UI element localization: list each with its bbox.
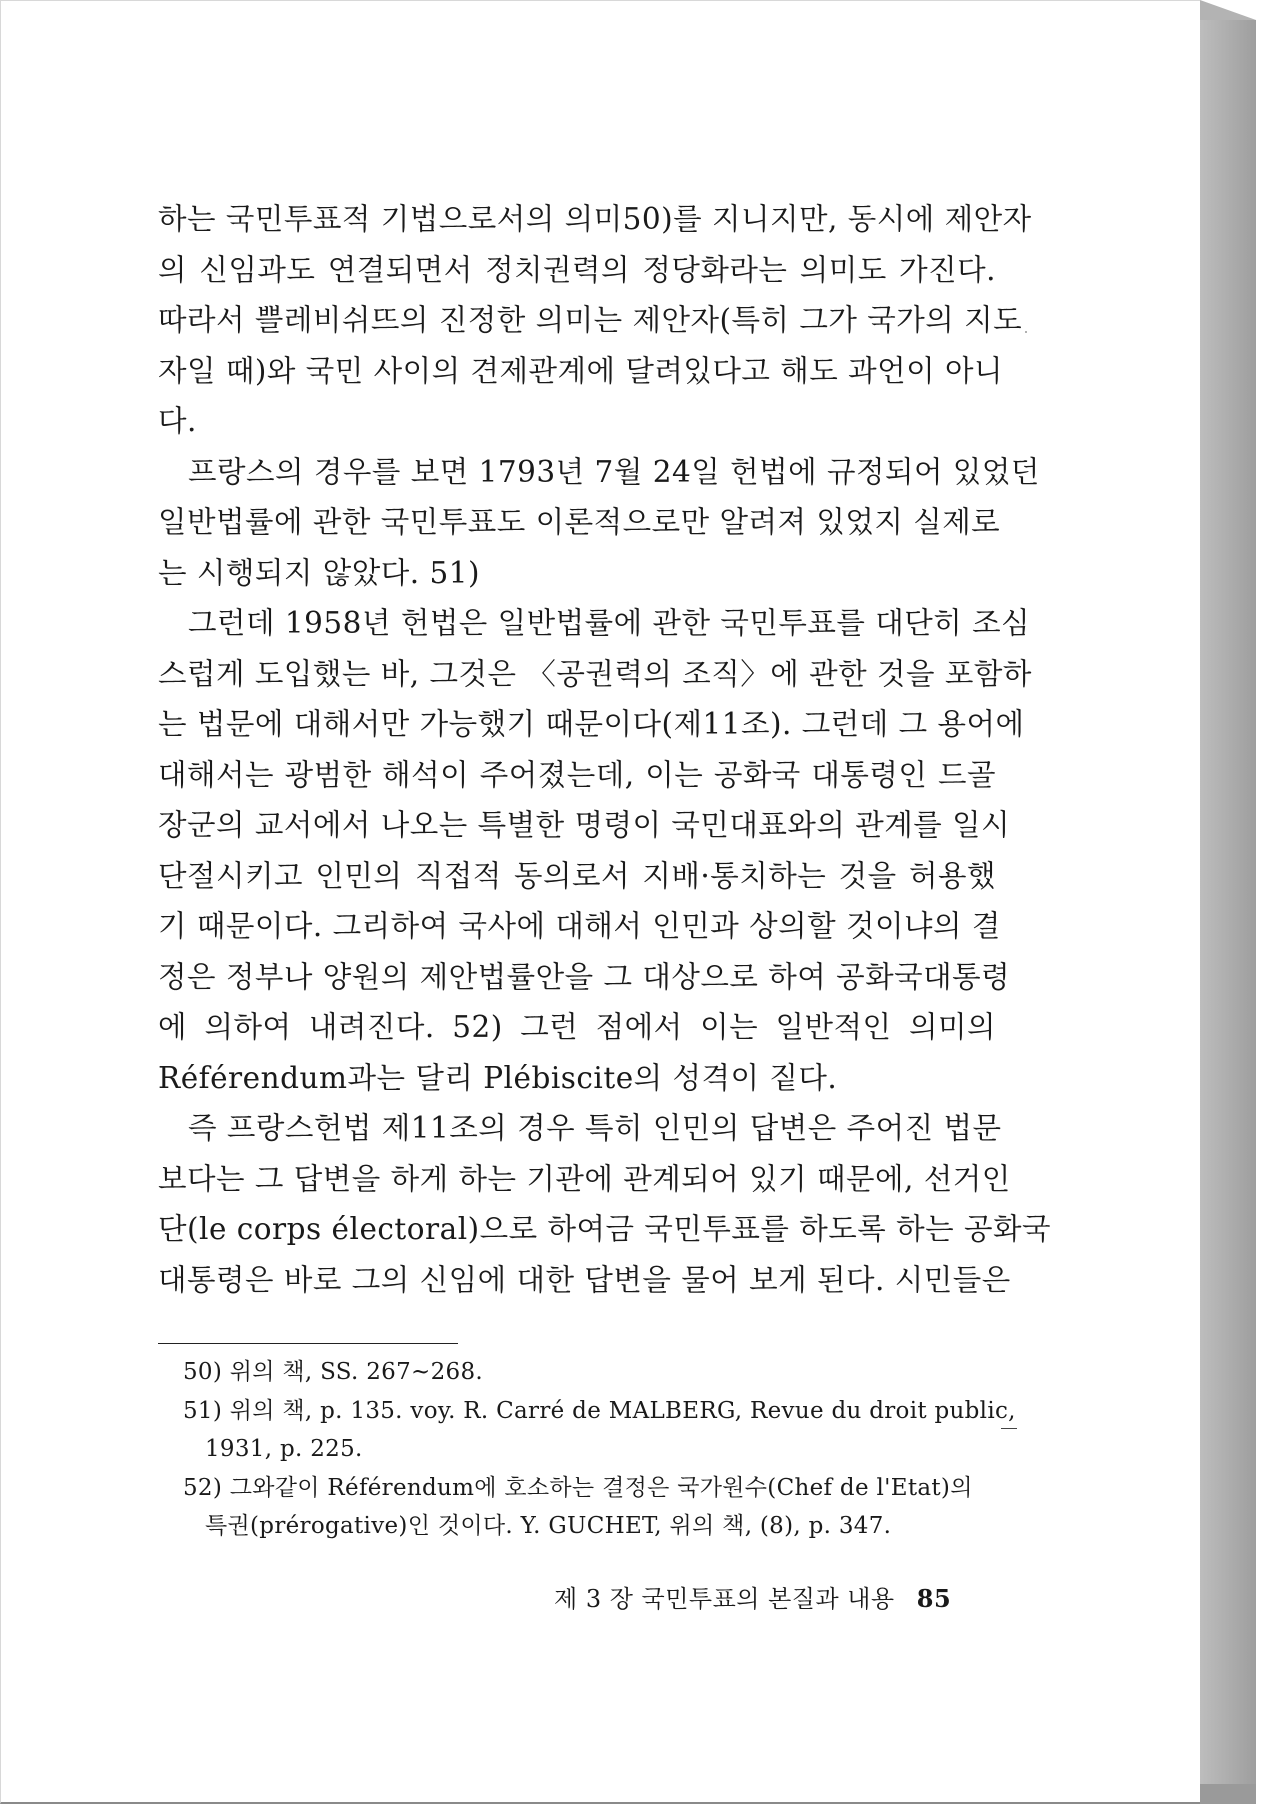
page-number: 85 xyxy=(916,1584,952,1613)
text-line: 정은 정부나 양원의 제안법률안을 그 대상으로 하여 공화국대통령 xyxy=(158,959,1011,994)
text-line: 스럽게 도입했는 바, 그것은 〈공권력의 조직〉에 관한 것을 포함하 xyxy=(158,656,1032,691)
text-line: 따라서 쁠레비쉬뜨의 진정한 의미는 제안자(특히 그가 국가의 지도 xyxy=(158,303,1023,337)
paragraph xyxy=(158,598,1032,1103)
text-line: 다. xyxy=(158,404,197,438)
text-line: 단(le corps électoral)으로 하여금 국민투표를 하도록 하는 공화국 xyxy=(158,1212,1052,1246)
stray-dot xyxy=(1025,331,1027,333)
running-footer xyxy=(554,1579,951,1614)
text-line: 에 의하여 내려진다. 52) 그런 점에서 이는 일반적인 의미의 xyxy=(158,1010,996,1044)
text-line: 보다는 그 답변을 하게 하는 기관에 관계되어 있기 때문에, 선거인 xyxy=(158,1161,1011,1196)
page-edge-top xyxy=(1200,0,1256,20)
footnote-rule xyxy=(158,1343,458,1344)
footnote xyxy=(183,1469,1001,1546)
text-line: 기 때문이다. 그리하여 국사에 대해서 인민과 상의할 것이냐의 결 xyxy=(158,909,1001,943)
text-line: 일반법률에 관한 국민투표도 이론적으로만 알려져 있었지 실제로 xyxy=(158,505,1001,539)
text-line: 의 신임과도 연결되면서 정치권력의 정당화라는 의미도 가진다. xyxy=(158,252,996,287)
body-text xyxy=(158,194,1052,1305)
text-line: 그런데 1958년 헌법은 일반법률에 관한 국민투표를 대단히 조심 xyxy=(188,606,1031,640)
page-edge-shadow xyxy=(1200,20,1256,1802)
footnote-line: 1931, p. 225. xyxy=(205,1436,363,1462)
text-line: 프랑스의 경우를 보면 1793년 7월 24일 헌법에 규정되어 있었던 xyxy=(188,454,1040,489)
text-line: 는 법문에 대해서만 가능했기 때문이다(제11조). 그런데 그 용어에 xyxy=(158,707,1025,741)
text-line: 대해서는 광범한 해석이 주어졌는데, 이는 공화국 대통령인 드골 xyxy=(158,757,996,792)
footnote xyxy=(183,1353,1001,1392)
text-line: 장군의 교서에서 나오는 특별한 명령이 국민대표와의 관계를 일시 xyxy=(158,808,1011,842)
text-line: Référendum과는 달리 Plébiscite의 성격이 짙다. xyxy=(158,1060,838,1095)
page-edge-bottom xyxy=(1200,1784,1256,1804)
footnote-line: 52) 그와같이 Référendum에 호소하는 결정은 국가원수(Chef de l'Etat)의 xyxy=(183,1474,973,1501)
text-line: 자일 때)와 국민 사이의 견제관계에 달려있다고 해도 과언이 아니 xyxy=(158,353,1003,388)
footnote-line: 51) 위의 책, p. 135. voy. R. Carré de MALBERG, Revue du droit public, xyxy=(183,1397,1016,1424)
margin-mark xyxy=(1001,1428,1017,1429)
paragraph xyxy=(158,194,1032,447)
text-line: 는 시행되지 않았다. 51) xyxy=(158,555,481,590)
footnotes xyxy=(183,1353,1016,1546)
paragraph xyxy=(158,447,1040,599)
footnote-line: 50) 위의 책, SS. 267~268. xyxy=(183,1359,484,1385)
footer-chapter-title: 제 3 장 국민투표의 본질과 내용 xyxy=(554,1585,895,1613)
text-line: 즉 프랑스헌법 제11조의 경우 특히 인민의 답변은 주어진 법문 xyxy=(188,1111,1002,1145)
footnote-line: 특권(prérogative)인 것이다. Y. GUCHET, 위의 책, (8), p. 347. xyxy=(205,1513,892,1539)
text-line: 하는 국민투표적 기법으로서의 의미50)를 지니지만, 동시에 제안자 xyxy=(158,202,1032,236)
paragraph xyxy=(158,1103,1052,1305)
text-line: 단절시키고 인민의 직접적 동의로서 지배·통치하는 것을 허용했 xyxy=(158,858,996,893)
footnote xyxy=(183,1392,1016,1469)
text-line: 대통령은 바로 그의 신임에 대한 답변을 물어 보게 된다. 시민들은 xyxy=(158,1262,1011,1297)
